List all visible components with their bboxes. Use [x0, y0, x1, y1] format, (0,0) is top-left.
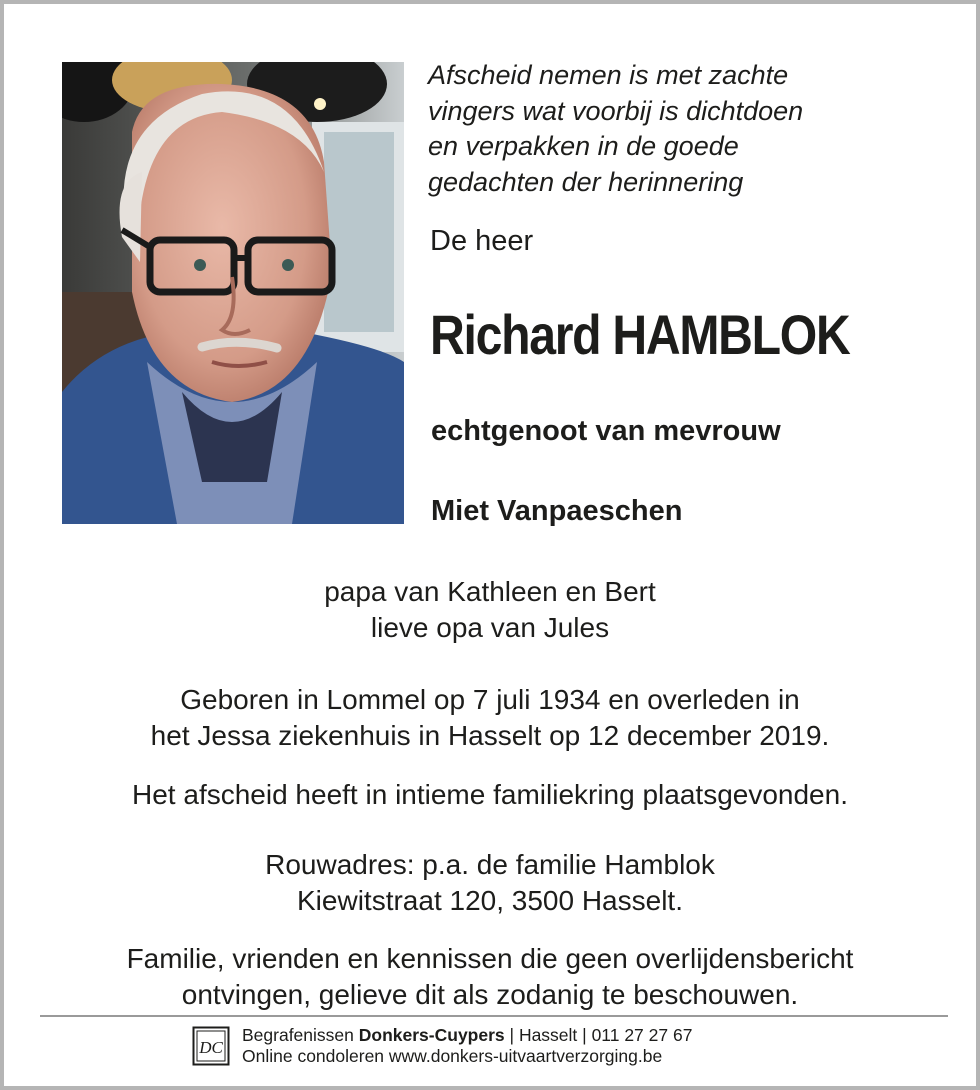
- poem-line: Afscheid nemen is met zachte: [428, 60, 789, 90]
- address-line: Kiewitstraat 120, 3500 Hasselt.: [297, 885, 683, 916]
- funeral-home-logo-icon: [192, 1026, 230, 1066]
- poem: [428, 58, 948, 200]
- portrait-photo: [62, 62, 404, 524]
- notice: [4, 941, 976, 1013]
- family-relations: [4, 574, 976, 646]
- notice-line: ontvingen, gelieve dit als zodanig te beschouwen.: [181, 979, 799, 1010]
- logo-letters: DC: [199, 1038, 223, 1057]
- footer-city-phone: | Hasselt | 011 27 27 67: [509, 1025, 693, 1045]
- birth-death-line: Geboren in Lommel op 7 juli 1934 en overleden in: [180, 684, 800, 715]
- footer-prefix: Begrafenissen: [242, 1025, 354, 1045]
- portrait-illustration: [62, 62, 404, 524]
- footer-divider: [40, 1015, 948, 1017]
- birth-death-line: het Jessa ziekenhuis in Hasselt op 12 december 2019.: [150, 720, 830, 751]
- farewell-line: Het afscheid heeft in intieme familiekring plaatsgevonden.: [132, 779, 848, 810]
- spouse-name: Miet Vanpaeschen: [431, 495, 683, 527]
- deceased-name: Richard HAMBLOK: [430, 303, 850, 366]
- farewell-info: [4, 777, 976, 813]
- family-line: papa van Kathleen en Bert: [324, 576, 656, 607]
- address-line: Rouwadres: p.a. de familie Hamblok: [265, 849, 715, 880]
- poem-line: en verpakken in de goede: [428, 131, 739, 161]
- footer-online-line[interactable]: Online condoleren www.donkers-uitvaartverzorging.be: [242, 1046, 663, 1066]
- footer-company: Donkers-Cuypers: [358, 1025, 505, 1045]
- mourning-address: [4, 847, 976, 919]
- notice-line: Familie, vrienden en kennissen die geen overlijdensbericht: [126, 943, 854, 974]
- poem-line: vingers wat voorbij is dichtdoen: [428, 95, 804, 126]
- honorific: De heer: [430, 225, 534, 257]
- poem-line: gedachten der herinnering: [428, 166, 744, 197]
- family-line: lieve opa van Jules: [370, 612, 610, 643]
- footer-text: [242, 1025, 692, 1067]
- footer-contact-line: [242, 1025, 692, 1046]
- footer: [192, 1022, 692, 1070]
- spouse-relation: echtgenoot van mevrouw: [431, 415, 781, 447]
- birth-death-info: [4, 682, 976, 754]
